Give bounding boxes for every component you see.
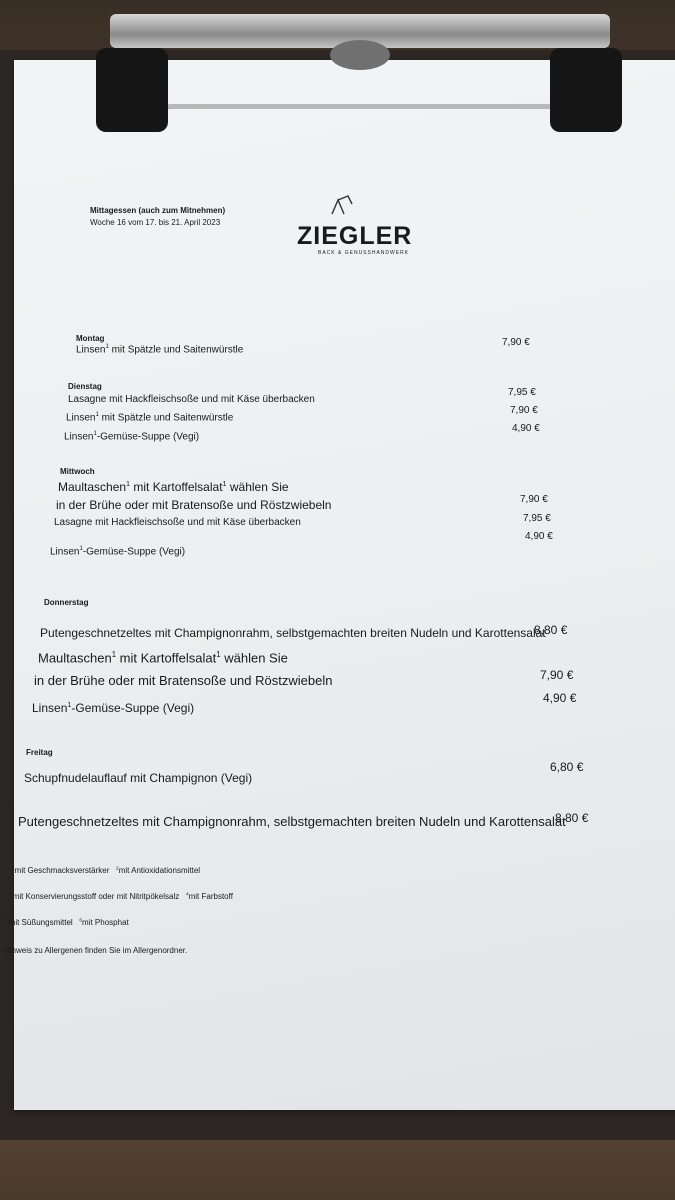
menu-item: Linsen$^1$ mit Spätzle und Saitenwürstle [66,412,234,424]
menu-item: in der Brühe oder mit Bratensoße und Röstzwiebeln [56,498,332,512]
clip-left-jaw [96,48,168,132]
allergen-hint: Hinweis zu Allergenen finden Sie im Allergenordner. [4,946,188,955]
menu-item: Maultaschen$^1$ mit Kartoffelsalat$^1$ wählen Sie [58,479,289,494]
day-mittwoch: Mittwoch [60,467,95,476]
menu-item: Linsen$^1$ mit Spätzle und Saitenwürstle [76,344,244,356]
day-dienstag: Dienstag [68,382,102,391]
day-donnerstag: Donnerstag [44,598,89,607]
menu-item: Putengeschnetzeltes mit Champignonrahm, selbstgemachten breiten Nudeln und Karottensalat [18,814,566,829]
menu-item: Linsen$^1$-Gemüse-Suppe (Vegi) [50,546,186,558]
clip-hinge [330,40,390,70]
menu-subtitle: Mittagessen (auch zum Mitnehmen) [90,206,226,215]
menu-item: Linsen$^1$-Gemüse-Suppe (Vegi) [32,700,195,715]
menu-price: 6,80 € [550,760,584,774]
menu-item: Linsen$^1$-Gemüse-Suppe (Vegi) [64,431,200,443]
footnote: $^3$mit Konservierungsstoff oder mit Nitritpökelsalz $^4$mit Farbstoff [10,892,233,901]
menu-price: 7,95 € [523,513,551,524]
menu-price: 8,80 € [534,623,568,637]
day-montag: Montag [76,334,105,343]
menu-price: 7,90 € [540,668,574,682]
menu-price: 4,90 € [512,423,540,434]
menu-item: Lasagne mit Hackfleischsoße und mit Käse überbacken [68,394,315,405]
clip-right-jaw [550,48,622,132]
menu-item: Lasagne mit Hackfleischsoße und mit Käse überbacken [54,517,301,528]
menu-price: 7,90 € [510,405,538,416]
menu-item: Schupfnudelauflauf mit Champignon (Vegi) [24,771,253,785]
day-freitag: Freitag [26,748,53,757]
footnote: $^1$mit Geschmacksverstärker $^2$mit Antioxidationsmittel [12,866,201,875]
logo-wordmark: ZIEGLER [297,222,413,250]
menu-price: 4,90 € [543,691,577,705]
menu-week: Woche 16 vom 17. bis 21. April 2023 [90,218,221,227]
clip-wire [150,104,580,125]
menu-item: Maultaschen$^1$ mit Kartoffelsalat$^1$ wählen Sie [38,650,288,666]
menu-price: 7,90 € [502,337,530,348]
menu-price: 7,90 € [520,494,548,505]
menu-item: Putengeschnetzeltes mit Champignonrahm, selbstgemachten breiten Nudeln und Karottensalat [40,626,546,640]
footnote: $^5$mit Süßungsmittel $^6$mit Phosphat [6,918,129,927]
menu-price: 4,90 € [525,531,553,542]
menu-price: 8,80 € [555,811,589,825]
logo-icon [328,194,354,216]
menu-item: in der Brühe oder mit Bratensoße und Röstzwiebeln [34,673,333,688]
logo-tagline: BACK & GENUSSHANDWERK [318,250,410,256]
menu-price: 7,95 € [508,387,536,398]
